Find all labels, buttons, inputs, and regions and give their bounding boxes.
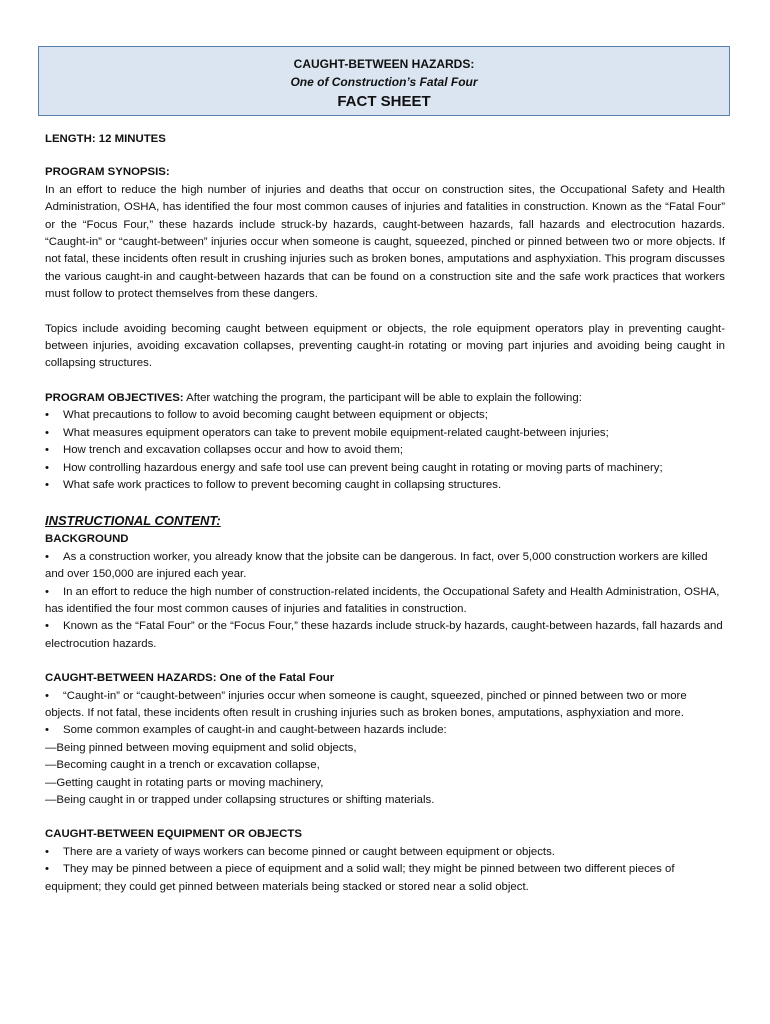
objective-item: • What safe work practices to follow to prevent becoming caught in collapsing structures.: [45, 477, 725, 494]
example-item: —Being caught in or trapped under collapsing structures or shifting materials.: [45, 794, 435, 806]
objective-item: • What measures equipment operators can take to prevent mobile equipment-related caught-between injuries;: [45, 425, 725, 442]
fatal-four-item: • Some common examples of caught-in and caught-between hazards include:: [45, 722, 725, 739]
title-box: [38, 46, 730, 116]
objectives-intro: [45, 390, 725, 407]
instructional-content-heading: INSTRUCTIONAL CONTENT:: [45, 513, 221, 529]
synopsis-heading: PROGRAM SYNOPSIS:: [45, 166, 170, 179]
background-item: • As a construction worker, you already know that the jobsite can be dangerous. In fact, over 5,000 construction workers are killed and over 150,000 are injured each year.: [45, 549, 725, 584]
fatal-four-heading: CAUGHT-BETWEEN HAZARDS: One of the Fatal Four: [45, 672, 335, 685]
equipment-heading: CAUGHT-BETWEEN EQUIPMENT OR OBJECTS: [45, 828, 302, 841]
background-heading: BACKGROUND: [45, 533, 129, 546]
equipment-item: • They may be pinned between a piece of equipment and a solid wall; they might be pinned between two different pieces of equipment; they could get pinned between materials being stacked or stored near a solid object.: [45, 861, 725, 896]
objective-item: • What precautions to follow to avoid becoming caught between equipment or objects;: [45, 407, 725, 424]
program-length: LENGTH: 12 MINUTES: [45, 133, 166, 145]
equipment-item: • There are a variety of ways workers can become pinned or caught between equipment or objects.: [45, 844, 725, 861]
synopsis-paragraph: In an effort to reduce the high number of injuries and deaths that occur on construction sites, the Occupational Safety and Health Administration, OSHA, has identified the four most common causes of injuries and fatalities in construction. Known as the “Fatal Four” or the “Focus Four,” these hazards include struck-by hazards, caught-between hazards, fall hazards and electrocution hazards. “Caught-in” or “caught-between” injuries occur when someone is caught, squeezed, pinched or pinned between two or more objects. If not fatal, these incidents often result in crushing injuries such as broken bones, amputations and asphyxiation. This program discusses the various caught-in and caught-between hazards that can be found on a construction site and the safe work practices that workers must follow to protect themselves from these dangers.: [45, 183, 725, 301]
background-item: • In an effort to reduce the high number of construction-related incidents, the Occupational Safety and Health Administration, OSHA, has identified the four most common causes of injuries and fatalities in construction.: [45, 584, 725, 619]
objectives-intro-text: After watching the program, the participant will be able to explain the following:: [183, 391, 582, 404]
example-item: —Getting caught in rotating parts or moving machinery,: [45, 776, 324, 789]
objective-item: • How controlling hazardous energy and safe tool use can prevent being caught in rotating or moving parts of machinery;: [45, 460, 725, 477]
document-title: CAUGHT-BETWEEN HAZARDS:: [293, 57, 475, 71]
topics-paragraph: Topics include avoiding becoming caught between equipment or objects, the role equipment operators play in preventing caught-between injuries, avoiding excavation collapses, preventing caught-in rotating or moving part injuries and avoiding being caught in collapsing structures.: [45, 322, 725, 370]
example-item: —Becoming caught in a trench or excavation collapse,: [45, 759, 320, 772]
objective-item: • How trench and excavation collapses occur and how to avoid them;: [45, 442, 725, 459]
example-item: —Being pinned between moving equipment and solid objects,: [45, 741, 357, 754]
objectives-heading: PROGRAM OBJECTIVES:: [45, 391, 184, 404]
fatal-four-item: • “Caught-in” or “caught-between” injuries occur when someone is caught, squeezed, pinched or pinned between two or more objects. If not fatal, these incidents often result in crushing injuries such as broken bones, amputations, asphyxiation and more.: [45, 688, 725, 723]
document-body: [45, 131, 725, 896]
background-item: • Known as the “Fatal Four” or the “Focus Four,” these hazards include struck-by hazards, caught-between hazards, fall hazards and electrocution hazards.: [45, 618, 725, 653]
fact-sheet-heading: FACT SHEET: [337, 93, 431, 110]
document-subtitle: One of Construction’s Fatal Four: [290, 75, 478, 89]
